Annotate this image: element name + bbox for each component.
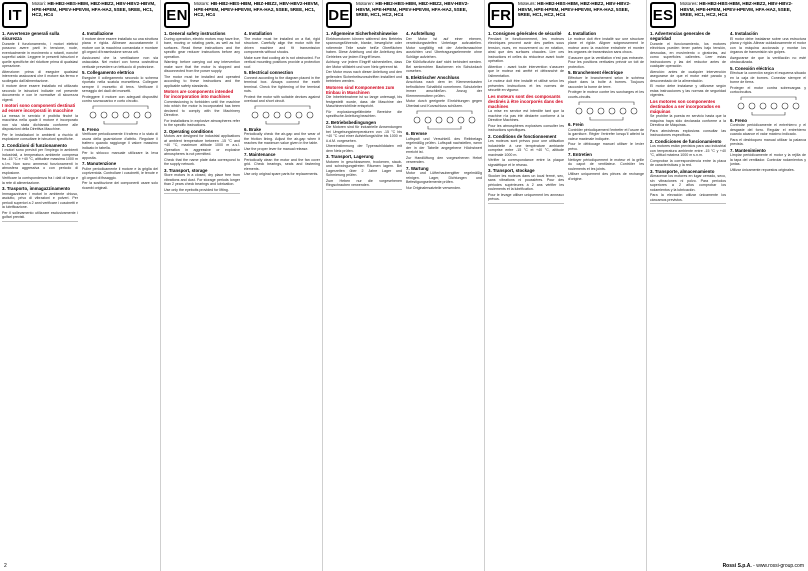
paragraph: Se prohíbe la puesta en servicio hasta que la máquina haya sido declarada conforme a la Directiva de Máquinas. [650, 114, 726, 128]
paragraph: Zur Handlüftung den vorgesehenen Hebel verwenden. [406, 155, 482, 165]
paragraph: Luftspalt und Verschleiß des Reibbelags regelmäßig prüfen. Luftspalt nachstellen, wenn der in der Tabelle angegebene Höchstwert erreicht ist. [406, 136, 482, 155]
brand-url: www.rossi-group.com [756, 563, 804, 569]
paragraph: El motor debe instalarse sobre una estructura plana y rígida. Alinear cuidadosamente el motor con la máquina accionada y montar los órganos de transmisión sin golpes. [730, 36, 806, 55]
paragraph: Utiliser uniquement des pièces de rechange d'origine. [568, 172, 644, 181]
motor-models-header [518, 1, 643, 18]
section-heading: 3. Transporte, almacenamiento [650, 168, 715, 174]
paragraph: Store motors in a closed, dry place free from vibrations and dust. For storage periods longer than 2 years check bearings and lubrication. [164, 173, 240, 187]
paragraph: Il motore deve essere installato su una struttura piana e rigida. Allineare accuratamente il motore con la macchina comandata e montare gli organi di trasmissione senza urti. [82, 36, 158, 55]
section-heading: 2. Operating conditions [164, 128, 214, 134]
paragraph: Pour le déblocage manuel utiliser le levier prévu. [568, 142, 644, 151]
paragraph: Effectuer le branchement selon le schéma placé dans la boîte à bornes. Toujours raccorder la borne de terre. [568, 75, 644, 89]
motor-models-list: HB-HB2-HBS-HBM, HBZ-HBZ2, HBV-HBV2-HBVM, HPE-HPEM, HPEV-HPEVM, HFA-HA2, 5SEE, 5REE, HC1, HC2, HC4 [194, 1, 319, 18]
paragraph: Proteggere il motore con adeguati dispositivi contro sovraccarico e corto circuito. [82, 94, 158, 104]
brand-name: Rossi S.p.A. [722, 563, 752, 569]
section-heading: 6. Freno [82, 126, 100, 132]
section-heading: 4. Installation [568, 31, 597, 37]
language-badge: IT [2, 2, 28, 28]
paragraph: S'assurer que la ventilation n'est pas entravée. Pour les positions verticales prévoir un toit de protection. [568, 55, 644, 69]
divider [164, 193, 240, 194]
paragraph: Commissioning is forbidden until the machine into which the motor is incorporated has been declared to comply with the Machinery Directive. [164, 99, 240, 118]
motor-models-header [32, 1, 157, 18]
section-heading: 6. Freno [730, 117, 748, 123]
text-subcolumn-right [568, 30, 644, 561]
section-heading: 1. Consignes générales de sécurité [488, 31, 562, 37]
paragraph: Le moteur doit être installé et utilisé selon les présentes instructions et les normes de sécurité en vigueur. [488, 79, 564, 93]
paragraph: Pour les atmosphères explosives consulter les instructions spécifiques. [488, 123, 564, 133]
paragraph: Protect the motor with suitable devices against overload and short circuit. [244, 94, 320, 104]
text-subcolumn-right [82, 30, 158, 561]
paragraph: Vérifier la correspondance entre la plaque signalétique et le réseau. [488, 158, 564, 167]
section-heading: 5. Conexión eléctrica [730, 65, 774, 71]
paragraph: Asegurarse de que la ventilación no esté obstaculizada. [730, 55, 806, 65]
paragraph: El motor debe instalarse y utilizarse según estas instrucciones y las normas de seguridad vigentes. [650, 84, 726, 98]
paragraph: Zum Heben nur die vorgesehenen Ringschrauben verwenden. [326, 178, 402, 188]
motor-models-label: Motors: [194, 1, 210, 6]
paragraph: I motori sono previsti per l'impiego in ambienti industriali, a temperatura ambiente compresa fra -15 °C e +40 °C, altitudine massima 1000 m s.l.m. Non sono ammessi funzionamenti in atmosfera aggressiva o con pericolo di esplosione. [2, 148, 78, 175]
paragraph: Almacenar los motores en lugar cerrado, seco, sin vibraciones ni polvo. Para períodos superiores a 2 años comprobar los rodamientos y la lubricación. [650, 174, 726, 192]
paragraph: Use the proper lever for manual release. [244, 146, 309, 151]
motor-models-label: Motores: [680, 1, 698, 6]
paragraph: Per le installazioni in ambienti a rischio di esplosione consultare le istruzioni specifiche. [2, 132, 78, 142]
text-subcolumn-left [650, 30, 726, 561]
brand-sep: - [753, 563, 757, 569]
section-heading: 7. Wartung [406, 165, 429, 171]
paragraph: Les moteurs sont prévus pour une utilisation industrielle à une température ambiante comprise entre -15 °C et +40 °C, altitude maximale 1000 m. [488, 139, 564, 157]
paragraph: Efectuar la conexión según el esquema situado en la caja de bornes. Conectar siempre el borne de tierra. [730, 71, 806, 85]
text-subcolumn-right [406, 30, 482, 561]
paragraph: Proteger el motor contra sobrecargas y cortocircuitos. [730, 85, 806, 95]
section-heading: 2. Conditions de fonctionnement [488, 133, 557, 139]
paragraph: Motor durch geeignete Einrichtungen gegen Überlast und Kurzschluss schützen. [406, 99, 482, 108]
paragraph: Utilizar únicamente repuestos originales. [730, 167, 795, 172]
text-subcolumn-right [730, 30, 806, 561]
paragraph: Per il sollevamento utilizzare esclusivamente i golfari previsti. [2, 210, 78, 220]
section-heading: 3. Transport, Lagerung [326, 154, 374, 160]
paragraph: Para atmósferas explosivas consultar las instrucciones específicas. [650, 128, 726, 138]
motor-models-header [194, 1, 319, 18]
section-heading: 6. Bremse [406, 131, 427, 137]
section-heading: 7. Manutenzione [82, 161, 117, 167]
paragraph: The motor must be installed and operated according to these instructions and the applicable safety standards. [164, 74, 240, 88]
paragraph: Attenzione: prima di eseguire qualsiasi intervento assicurarsi che il motore sia fermo e scollegato dall'alimentazione. [2, 69, 78, 83]
section-heading: 2. Betriebsbedingungen [326, 119, 377, 125]
wiring-diagram-icon [730, 96, 806, 116]
paragraph: Anschluss nach dem im Klemmenkasten befindlichen Schaltbild vornehmen. Schutzleiter immer anschließen. Anzug der Klemmenmuttern prüfen. [406, 80, 482, 98]
divider [488, 203, 564, 204]
section-heading: 2. Condiciones de funcionamiento [650, 138, 722, 144]
paragraph: Los motores están previstos para uso industrial con temperatura ambiente entre -15 °C y +40 °C, altitud máxima 1000 m s.n.m. [650, 144, 726, 158]
paragraph: Stocker les moteurs dans un local fermé, sec, sans vibrations ni poussières. Pour des périodes supérieures à 2 ans vérifier les roulements et la lubrification. [488, 173, 564, 192]
divider [2, 221, 78, 222]
section-heading: 3. Transport, stockage [488, 168, 535, 174]
motor-models-label: Moteurs: [518, 1, 536, 6]
paragraph: Der Motor ist auf einer ebenen, verwindungssteifen Unterlage aufzustellen. Motor sorgfältig mit der Arbeitsmaschine ausrichten und Übertragungselemente ohne Schläge aufziehen. [406, 36, 482, 59]
paragraph: Nettoyer périodiquement le moteur et la grille du capot de ventilateur. Contrôler les roulements et les joints. [568, 157, 644, 171]
section-heading: 1. Avvertenze generali sulla sicurezza [2, 31, 60, 42]
text-subcolumn-right [244, 30, 320, 561]
divider [650, 203, 726, 204]
language-column-en [162, 0, 323, 571]
section-heading: 5. Collegamento elettrico [82, 70, 135, 76]
paragraph: Assicurarsi che la ventilazione non sia ostacolata. Nei motori con forma costruttiva verticale prevedere un tettuccio di protezione. [82, 55, 158, 69]
language-badge: DE [326, 2, 352, 28]
paragraph: Die Kühlluftzufuhr darf nicht behindert werden. Bei senkrechten Bauformen ein Schutzdach vorsehen. [406, 60, 482, 74]
section-heading: 3. Transport, storage [164, 167, 208, 173]
motor-models-list: HB-HB2-HBS-HBM, HBZ-HBZ2, HBV-HBV2-HBVM, HPE-HPEM, HPEV-HPEVM, HFA-HA2, 5SEE, 5REE, HC1, HC2, HC4 [518, 1, 631, 18]
paragraph: Durante el funcionamiento, los motores eléctricos pueden tener partes bajo tensión, desnudas, en movimiento o giratorias, así como superficies calientes. Leer estas instrucciones y las del reductor antes de cualquier operación. [650, 41, 726, 69]
section-heading: 7. Maintenance [244, 152, 276, 158]
language-badge: EN [164, 2, 190, 28]
section-heading: 6. Brake [244, 126, 262, 132]
paragraph: The motor must be installed on a flat, rigid structure. Carefully align the motor with the driven machine and fit transmission components without shocks. [244, 36, 320, 55]
paragraph: Limpiar periódicamente el motor y la rejilla de la tapa del ventilador. Controlar rodamientos y juntas. [730, 153, 806, 167]
section-heading: 6. Frein [568, 122, 584, 128]
paragraph: Der Motor muss nach dieser Anleitung und den geltenden Sicherheitsvorschriften installiert und betrieben werden. [326, 70, 402, 84]
paragraph: Protéger le moteur contre les surcharges et les courts-circuits. [568, 90, 644, 99]
paragraph: Check that the name plate data correspond to the supply network. [164, 157, 240, 167]
motor-models-label: Motori: [32, 1, 47, 6]
wiring-diagram-icon [568, 101, 644, 121]
warning-heading: I motori sono componenti destinati ad essere incorporati in macchine [2, 103, 76, 114]
paragraph: Für explosionsgefährdete Bereiche die spezifische Anleitung beachten. [326, 109, 402, 119]
paragraph: Motors are designed for industrial applications at ambient temperature between -15 °C and +40 °C, maximum altitude 1000 m a.s.l. Operation in aggressive or explosive atmospheres is not permitted. [164, 134, 240, 157]
text-subcolumn-left [488, 30, 564, 561]
paragraph: Motor und Lüfterhaubengitter regelmäßig reinigen. Lager, Dichtungen und Befestigungselemente prüfen. [406, 171, 482, 185]
wiring-diagram-icon [406, 110, 482, 130]
brand-footer [723, 563, 804, 569]
paragraph: Pulire periodicamente il motore e la griglia del copriventola. Controllare i cuscinetti, le tenute e gli organi di fissaggio. [82, 166, 158, 180]
section-heading: 4. Installation [244, 31, 273, 37]
paragraph: Para el desbloqueo manual utilizar la palanca prevista. [730, 137, 806, 147]
section-heading: 4. Instalación [730, 31, 758, 37]
motor-models-list: HB-HB2-HBS-HBM, HBZ-HBZ2, HBV-HBV2-HBVM, HPE-HPEM, HPEV-HPEVM, HFA-HA2, 5SEE, 5REE, HC1, HC2, HC4 [680, 1, 793, 18]
warning-heading: Motoren sind Komponenten zum Einbau in Maschinen [326, 84, 395, 95]
paragraph: Comprobar la correspondencia entre la placa de características y la red. [650, 158, 726, 168]
paragraph: Periodically check the air-gap and the wear of the friction lining. Adjust the air-gap when it reaches the maximum value given in the table. [244, 132, 320, 146]
paragraph: La messa in servizio è proibita finché la macchina nella quale il motore è incorporato non sia stata dichiarata conforme alle disposizioni della Direttiva Macchine. [2, 113, 78, 132]
wiring-diagram-icon [82, 105, 158, 125]
paragraph: Verificare la corrispondenza fra i dati di targa e la rete di alimentazione. [2, 176, 78, 185]
paragraph: Use only the eyebolts provided for lifting. [164, 187, 229, 192]
section-heading: 1. General safety instructions [164, 31, 226, 37]
text-subcolumn-left [2, 30, 78, 561]
paragraph: Para la elevación utilizar únicamente los cáncamos previstos. [650, 193, 726, 202]
divider [326, 189, 402, 190]
language-badge: FR [488, 2, 514, 28]
section-heading: 1. Advertencias generales de seguridad [650, 31, 711, 42]
section-heading: 4. Aufstellung [406, 31, 435, 37]
section-heading: 7. Entretien [568, 152, 592, 158]
paragraph: Elektromotoren können während des Betriebs spannungsführende, blanke, bewegliche oder rotierende Teile sowie heiße Oberflächen haben. Diese Anleitung und die Anleitung des Getriebes vor jedem Eingriff lesen. [326, 36, 402, 59]
paragraph: Pendant le fonctionnement, les moteurs électriques peuvent avoir des parties sous tension, nues, en mouvement ou en rotation, ainsi que des surfaces chaudes. Lire ces instructions et celles du réducteur avant toute opération. [488, 36, 564, 64]
language-column-fr [486, 0, 647, 571]
paragraph: Periodically clean the motor and the fan cover grid. Check bearings, seals and fastening elements. [244, 157, 320, 171]
paragraph: Warning: before carrying out any intervention make sure that the motor is stopped and disconnected from the power supply. [164, 60, 240, 74]
paragraph: Make sure that cooling air is not obstructed. For vertical mounting positions provide a protection roof. [244, 55, 320, 69]
text-subcolumn-left [164, 30, 240, 561]
paragraph: La mise en service est interdite tant que la machine n'a pas été déclarée conforme à la Directive Machines. [488, 109, 564, 123]
section-heading: 5. Elektrischer Anschluss [406, 74, 460, 80]
paragraph: Nur Originalersatzteile verwenden. [406, 185, 462, 190]
paragraph: Use only original spare parts for replacements. [244, 172, 319, 177]
paragraph: Per lo sblocco manuale utilizzare la leva apposita. [82, 151, 158, 160]
language-column-de [324, 0, 485, 571]
paragraph: For installations in explosive atmospheres refer to the specific instructions. [164, 118, 240, 128]
motor-models-label: Motoren: [356, 1, 375, 6]
motor-models-list: HB-HB2-HBS-HBM, HBZ-HBZ2, HBV-HBV2-HBVM, HPE-HPEM, HPEV-HPEVM, HFA-HA2, 5SEE, 5REE, HC1, HC2, HC4 [356, 1, 469, 18]
section-heading: 7. Mantenimiento [730, 147, 766, 153]
motor-models-header [356, 1, 481, 18]
paragraph: Contrôler périodiquement l'entrefer et l'usure de la garniture. Régler l'entrefer lorsqu'il atteint la valeur maximale indiquée. [568, 127, 644, 141]
paragraph: Verificare periodicamente il traferro e lo stato di usura della guarnizione d'attrito. Regolare il traferro quando raggiunge il valore massimo indicato in tabella. [82, 132, 158, 150]
section-heading: 4. Installazione [82, 31, 114, 37]
section-heading: 2. Condizioni di funzionamento [2, 142, 67, 148]
paragraph: Übereinstimmung der Typenschilddaten mit dem Netz prüfen. [326, 144, 402, 153]
paragraph: Die Inbetriebnahme ist so lange untersagt, bis festgestellt wurde, dass die Maschine der Maschinenrichtlinie entspricht. [326, 95, 402, 109]
language-column-it [0, 0, 161, 571]
paragraph: Durante il funzionamento, i motori elettrici possono avere parti in tensione, nude, eventualmente in movimento o rotanti, nonché superfici calde. Leggere le presenti istruzioni e quelle specifiche del riduttore prima di qualsiasi operazione. [2, 41, 78, 69]
text-subcolumn-left [326, 30, 402, 561]
section-heading: 3. Trasporto, immagazzinamento [2, 186, 71, 192]
warning-heading: Motors are components intended for incorporation into machines [164, 89, 234, 100]
paragraph: Attention : avant toute intervention s'assurer que le moteur est arrêté et débranché de l'alimentation. [488, 64, 564, 78]
warning-heading: Los motores son componentes destinados a ser incorporados en máquinas [650, 98, 721, 114]
paragraph: Eseguire il collegamento secondo lo schema riportato nella scatola morsettiera. Collegare sempre il morsetto di terra. Verificare il serraggio dei dadi dei morsetti. [82, 75, 158, 94]
paragraph: Il motore deve essere installato ed utilizzato secondo le istruzioni indicate nel presente documento e con le normative di sicurezza vigenti. [2, 84, 78, 102]
warning-heading: Les moteurs sont des composants destinés à être incorporés dans des machines [488, 93, 563, 109]
section-heading: 5. Branchement électrique [568, 70, 623, 76]
wiring-diagram-icon [244, 105, 320, 125]
motor-models-list: HB-HB2-HBS-HBM, HBZ-HBZ2, HBV-HBV2-HBVM, HPE-HPEM, HPEV-HPEVM, HFA-HA2, 5SEE, 5REE, HC1, HC2, HC4 [32, 1, 156, 18]
paragraph: Achtung: vor jedem Eingriff sicherstellen, dass der Motor stillsteht und vom Netz getrennt ist. [326, 60, 402, 69]
motor-models-header [680, 1, 805, 18]
paragraph: Le moteur doit être installé sur une structure plane et rigide. Aligner soigneusement le moteur avec la machine entraînée et monter les organes de transmission sans chocs. [568, 36, 644, 55]
paragraph: Pour le levage utiliser uniquement les anneaux prévus. [488, 192, 564, 202]
language-badge: ES [650, 2, 676, 28]
paragraph: Motoren in geschlossenen, trockenen, staub- und schwingungsfreien Räumen lagern. Bei Lagerzeiten über 2 Jahre Lager und Schmierung prüfen. [326, 159, 402, 178]
paragraph: Immagazzinare i motori in ambiente chiuso, asciutto, privo di vibrazioni e polveri. Per periodi superiori a 2 anni verificare i cuscinetti e la lubrificazione. [2, 191, 78, 210]
paragraph: Per la sostituzione dei componenti usare solo ricambi originali. [82, 181, 158, 190]
paragraph: Die Motoren sind für industrielle Anwendungen bei Umgebungstemperaturen von -15 °C bis +40 °C und einer Aufstellungshöhe bis 1000 m ü.d.M. vorgesehen. [326, 125, 402, 143]
paragraph: Atención: antes de cualquier intervención asegurarse de que el motor esté parado y desconectado de la alimentación. [650, 69, 726, 83]
language-column-es [648, 0, 808, 571]
paragraph: During operation, electric motors may have live, bare, moving or rotating parts, as well as hot surfaces. Read these instructions and the specific gear reducer instructions before any operation. [164, 36, 240, 59]
paragraph: Controlar periódicamente el entrehierro y el desgaste del forro. Regular el entrehierro cuando alcance el valor máximo indicado. [730, 123, 806, 137]
paragraph: Connect according to the diagram placed in the terminal box. Always connect the earth terminal. Check the tightening of the terminal nuts. [244, 75, 320, 94]
page-number: 2 [4, 563, 7, 569]
section-heading: 1. Allgemeine Sicherheitshinweise [326, 31, 398, 37]
section-heading: 5. Electrical connection [244, 70, 294, 76]
